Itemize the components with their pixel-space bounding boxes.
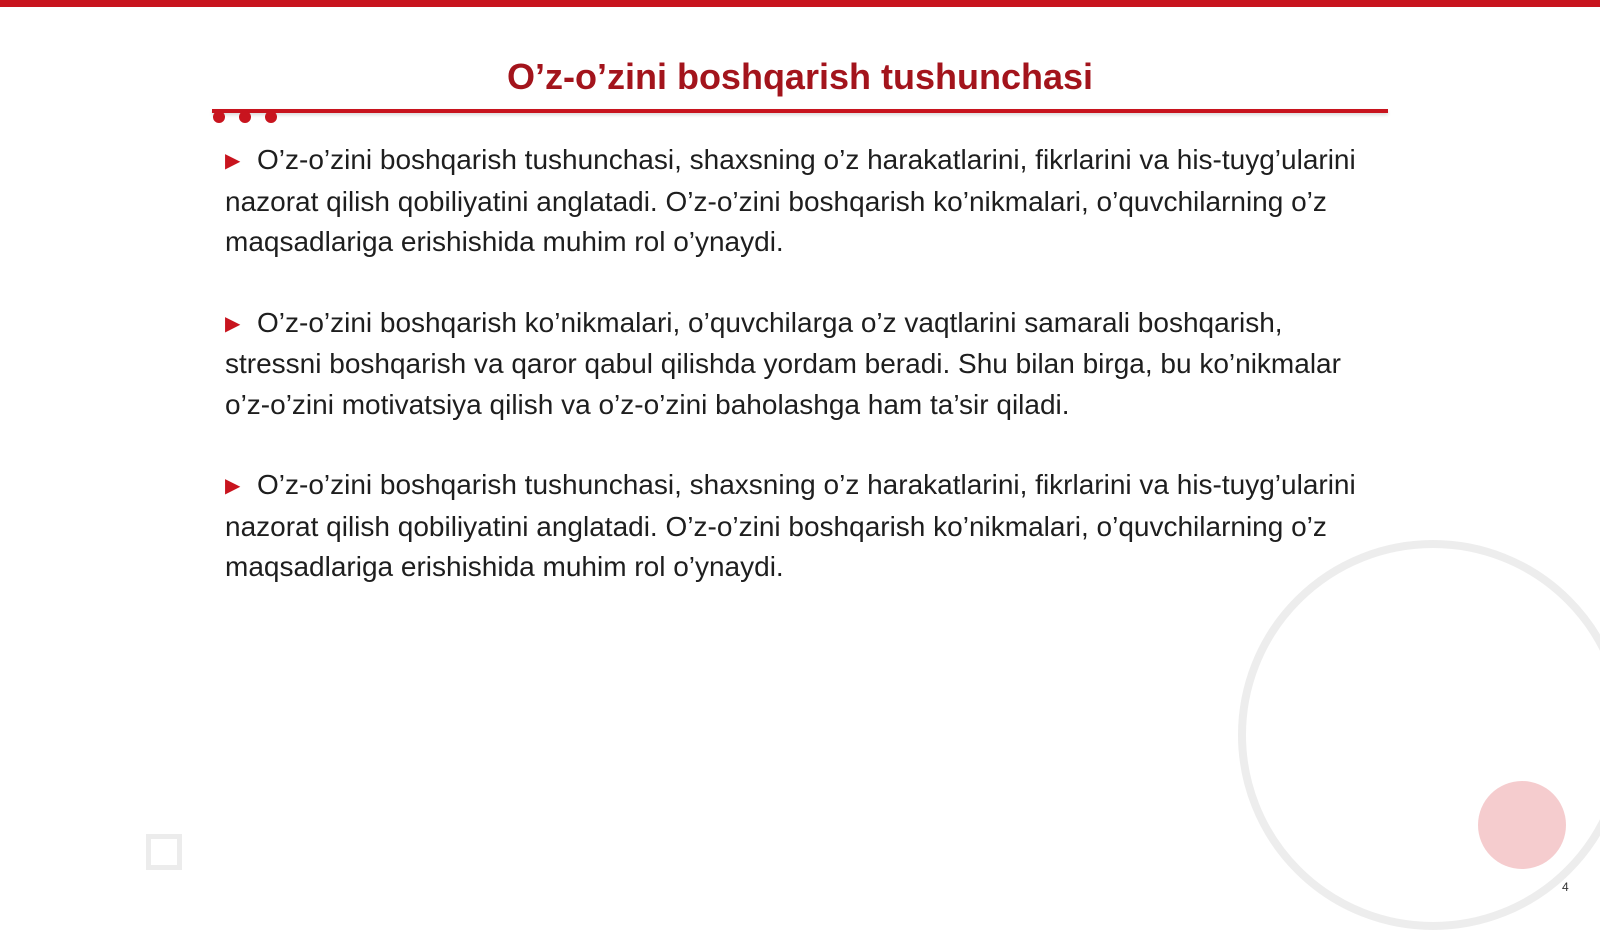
paragraph-text: O’z-o’zini boshqarish tushunchasi, shaxsning o’z harakatlarini, fikrlarini va his-tuyg’ularini nazorat qilish qobiliyatini anglatadi. O’z-o’zini boshqarish ko’nikmalari, o’quvchilarning o’z maqsadlariga erishishida muhim rol o’ynaydi. xyxy=(225,144,1356,257)
bullet-paragraph-3 xyxy=(225,465,1365,588)
slide-content xyxy=(225,140,1365,628)
decorative-square xyxy=(146,834,182,870)
slide-title: O’z-o’zini boshqarish tushunchasi xyxy=(506,56,1094,97)
triangle-bullet-icon: ▶ xyxy=(225,150,241,172)
title-underline xyxy=(212,109,1388,113)
paragraph-text: O’z-o’zini boshqarish tushunchasi, shaxsning o’z harakatlarini, fikrlarini va his-tuyg’ularini nazorat qilish qobiliyatini anglatadi. O’z-o’zini boshqarish ko’nikmalari, o’quvchilarning o’z maqsadlariga erishishida muhim rol o’ynaydi. xyxy=(225,469,1356,582)
page-number: 4 xyxy=(1562,880,1569,894)
underline-dot xyxy=(239,111,251,123)
decorative-pink-circle xyxy=(1478,781,1566,869)
underline-dot xyxy=(213,111,225,123)
triangle-bullet-icon: ▶ xyxy=(225,475,241,497)
bullet-paragraph-1 xyxy=(225,140,1365,263)
underline-dot xyxy=(265,111,277,123)
bullet-paragraph-2 xyxy=(225,303,1365,426)
decorative-ring xyxy=(1238,540,1600,930)
triangle-bullet-icon: ▶ xyxy=(225,312,241,335)
top-accent-bar xyxy=(0,0,1600,7)
paragraph-text: O’z-o’zini boshqarish ko’nikmalari, o’quvchilarga o’z vaqtlarini samarali boshqarish, stressni boshqarish va qaror qabul qilishda yordam beradi. Shu bilan birga, bu ko’nikmalar o’z-o’zini motivatsiya qilish va o’z-o’zini baholashga ham ta’sir qiladi. xyxy=(225,306,1341,420)
